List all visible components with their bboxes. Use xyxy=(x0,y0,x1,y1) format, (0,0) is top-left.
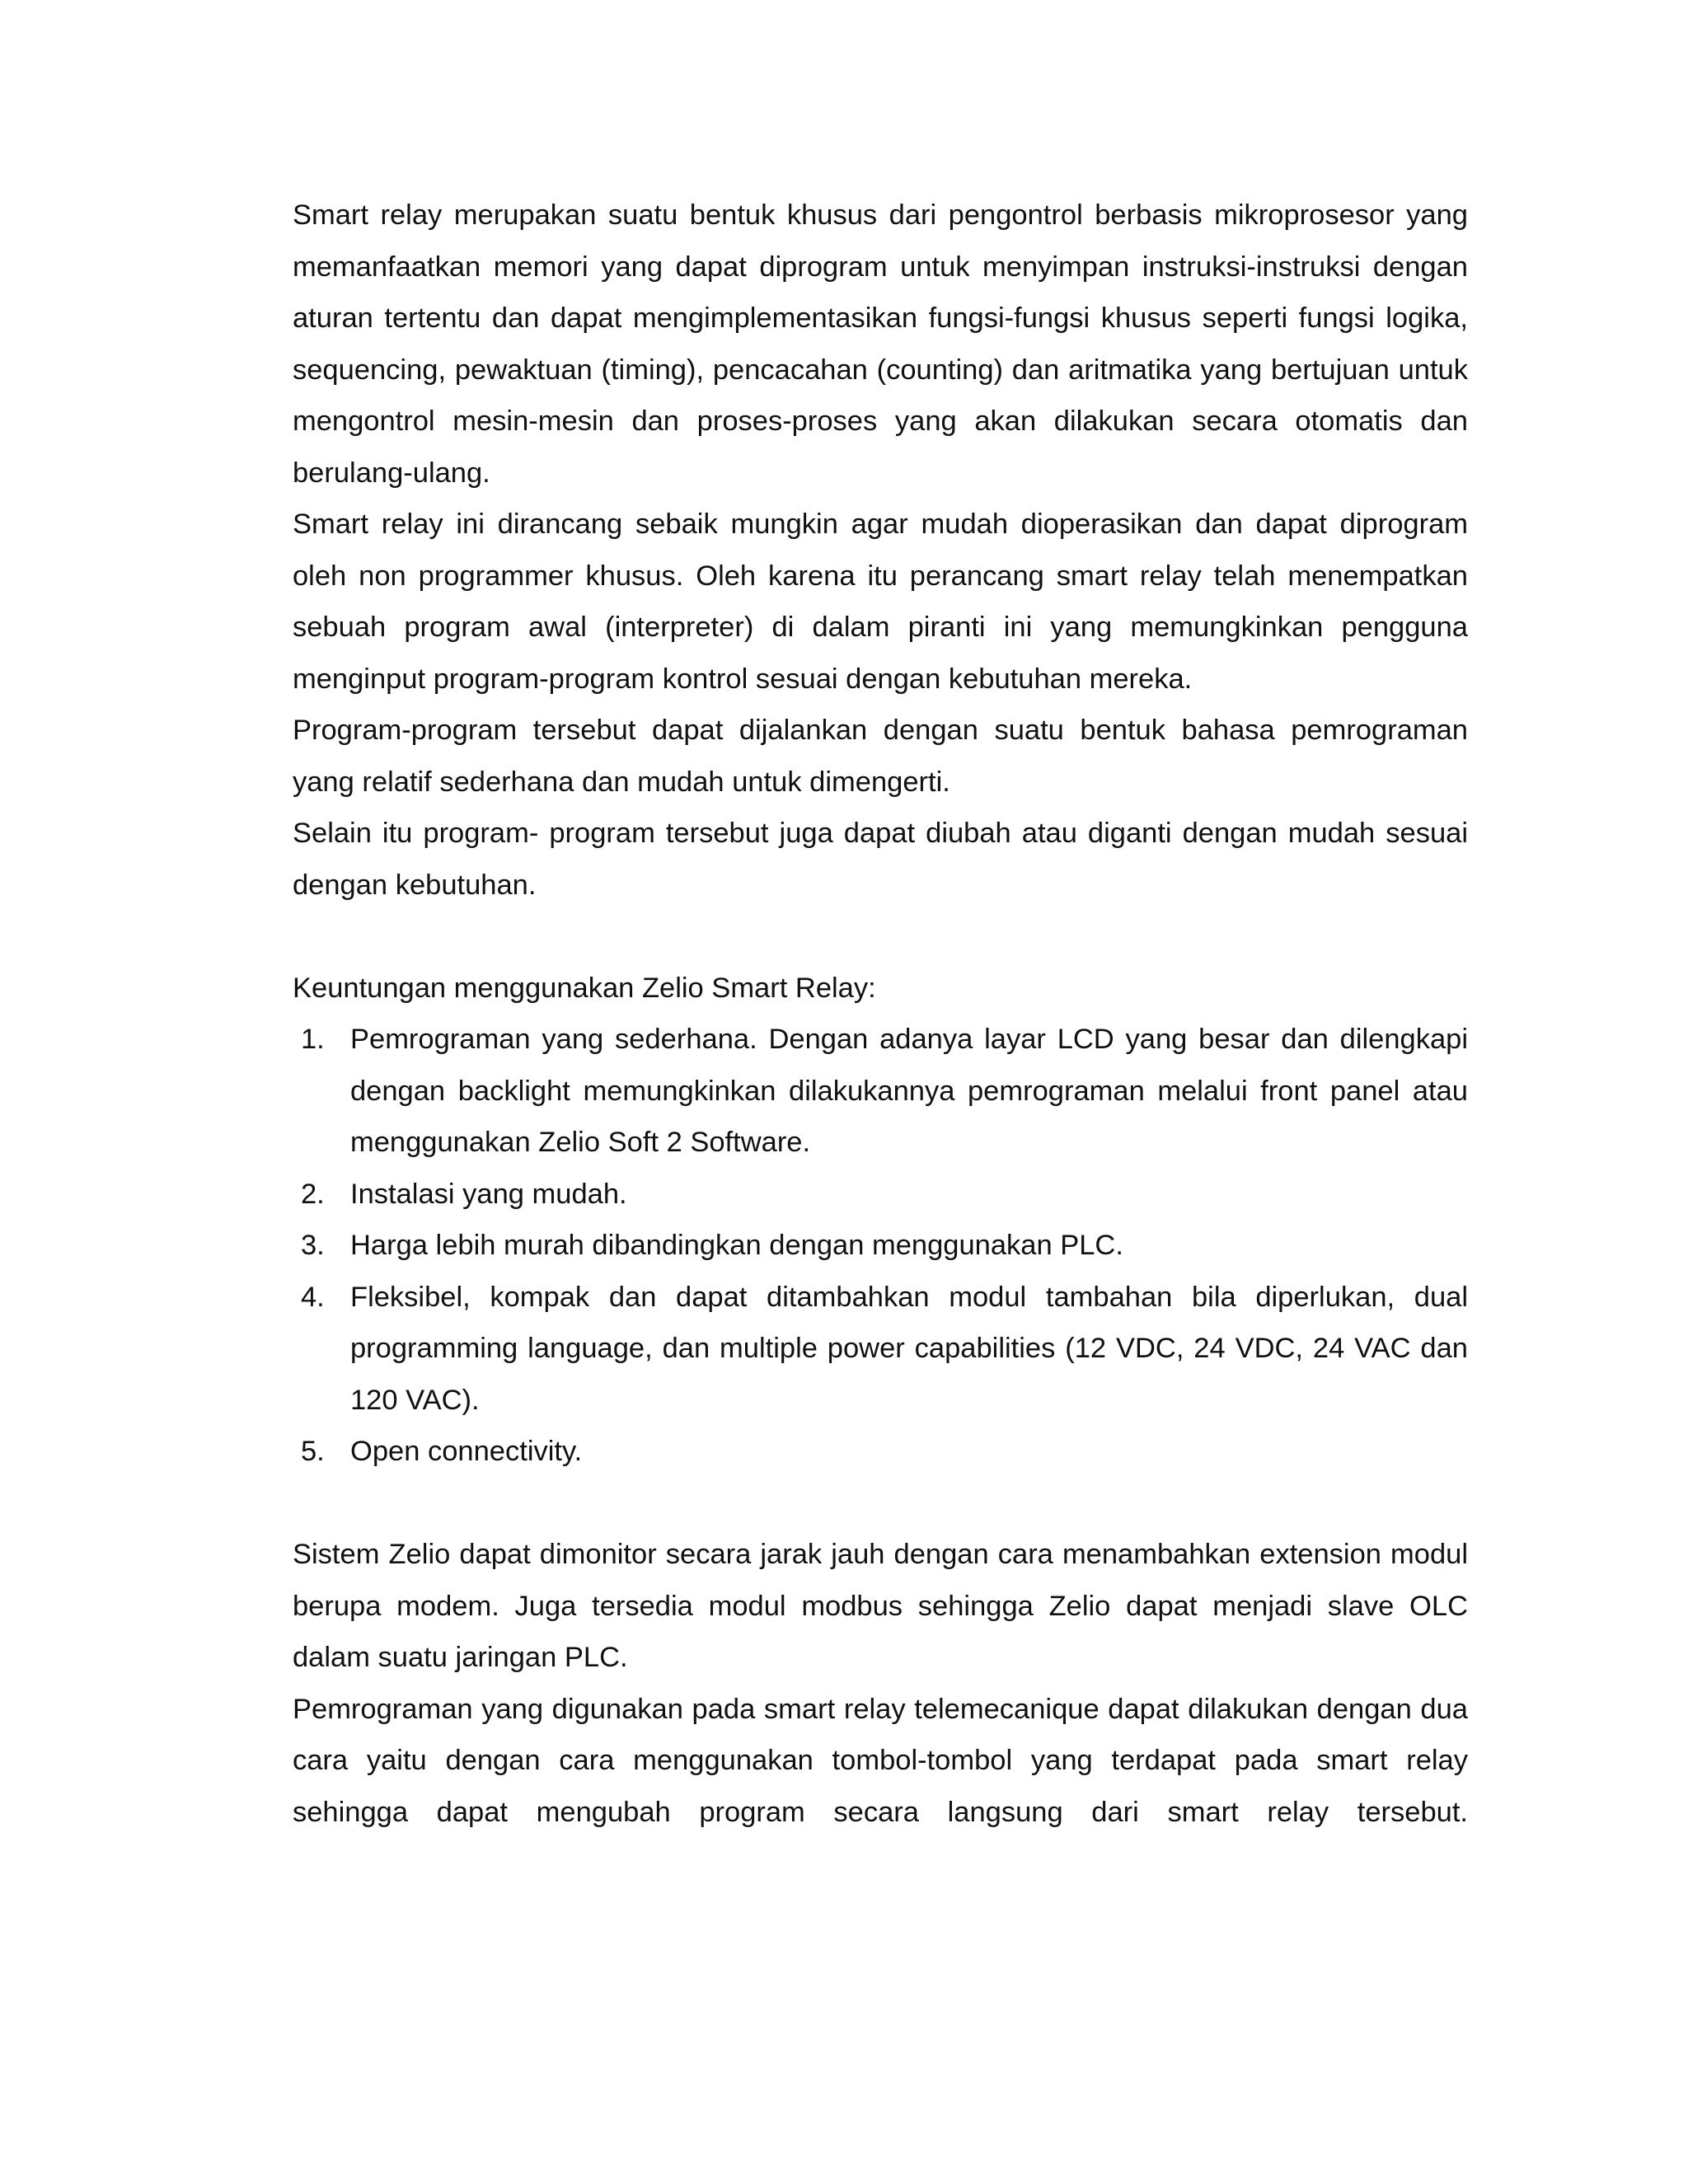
paragraph-program-language: Program-program tersebut dapat dijalankan dengan suatu bentuk bahasa pemrograman yang relatif sederhana dan mudah untuk dimengerti. xyxy=(293,715,1468,798)
list-item xyxy=(293,1014,1468,1169)
list-item-number: 4. xyxy=(301,1281,325,1313)
paragraph-smart-relay-definition: Smart relay merupakan suatu bentuk khusus dari pengontrol berbasis mikroprosesor yang memanfaatkan memori yang dapat diprogram untuk menyimpan instruksi-instruksi dengan aturan tertentu dan dapat mengimplementasikan fungsi-fungsi khusus seperti fungsi logika, sequencing, pewaktuan (timing), pencacahan (counting) dan aritmatika yang bertujuan untuk mengontrol mesin-mesin dan proses-proses yang akan dilakukan secara otomatis dan berulang-ulang. xyxy=(293,199,1468,489)
list-item-number: 3. xyxy=(301,1230,325,1261)
list-item-text: Fleksibel, kompak dan dapat ditambahkan modul tambahan bila diperlukan, dual programming language, dan multiple power capabilities (12 VDC, 24 VDC, 24 VAC dan 120 VAC). xyxy=(350,1281,1468,1416)
document-page xyxy=(293,190,1468,1838)
list-heading: Keuntungan menggunakan Zelio Smart Relay: xyxy=(293,972,876,1004)
list-item-text: Harga lebih murah dibandingkan dengan menggunakan PLC. xyxy=(350,1230,1123,1261)
list-item-number: 5. xyxy=(301,1436,325,1467)
list-item xyxy=(293,1426,1468,1478)
paragraph-programming-methods: Pemrograman yang digunakan pada smart relay telemecanique dapat dilakukan dengan dua cara yaitu dengan cara menggunakan tombol-tombol yang terdapat pada smart relay sehingga dapat mengubah program secara langsung dari smart relay tersebut. xyxy=(293,1693,1468,1828)
paragraph-program-modification: Selain itu program- program tersebut juga dapat diubah atau diganti dengan mudah sesuai dengan kebutuhan. xyxy=(293,818,1468,901)
list-item xyxy=(293,1220,1468,1272)
list-item-text: Open connectivity. xyxy=(350,1436,583,1467)
list-item-number: 1. xyxy=(301,1024,325,1055)
blank-line xyxy=(293,1478,1468,1530)
advantages-list xyxy=(293,1014,1468,1478)
blank-line xyxy=(293,911,1468,963)
list-item-text: Pemrograman yang sederhana. Dengan adanya layar LCD yang besar dan dilengkapi dengan backlight memungkinkan dilakukannya pemrograman melalui front panel atau menggunakan Zelio Soft 2 Software. xyxy=(350,1024,1468,1158)
paragraph-remote-monitoring: Sistem Zelio dapat dimonitor secara jarak jauh dengan cara menambahkan extension modul berupa modem. Juga tersedia modul modbus sehingga Zelio dapat menjadi slave OLC dalam suatu jaringan PLC. xyxy=(293,1539,1468,1673)
list-item-text: Instalasi yang mudah. xyxy=(350,1178,627,1210)
paragraph-smart-relay-design: Smart relay ini dirancang sebaik mungkin agar mudah dioperasikan dan dapat diprogram oleh non programmer khusus. Oleh karena itu perancang smart relay telah menempatkan sebuah program awal (interpreter) di dalam piranti ini yang memungkinkan pengguna menginput program-program kontrol sesuai dengan kebutuhan mereka. xyxy=(293,509,1468,695)
list-item-number: 2. xyxy=(301,1178,325,1210)
list-item xyxy=(293,1169,1468,1221)
list-item xyxy=(293,1272,1468,1427)
